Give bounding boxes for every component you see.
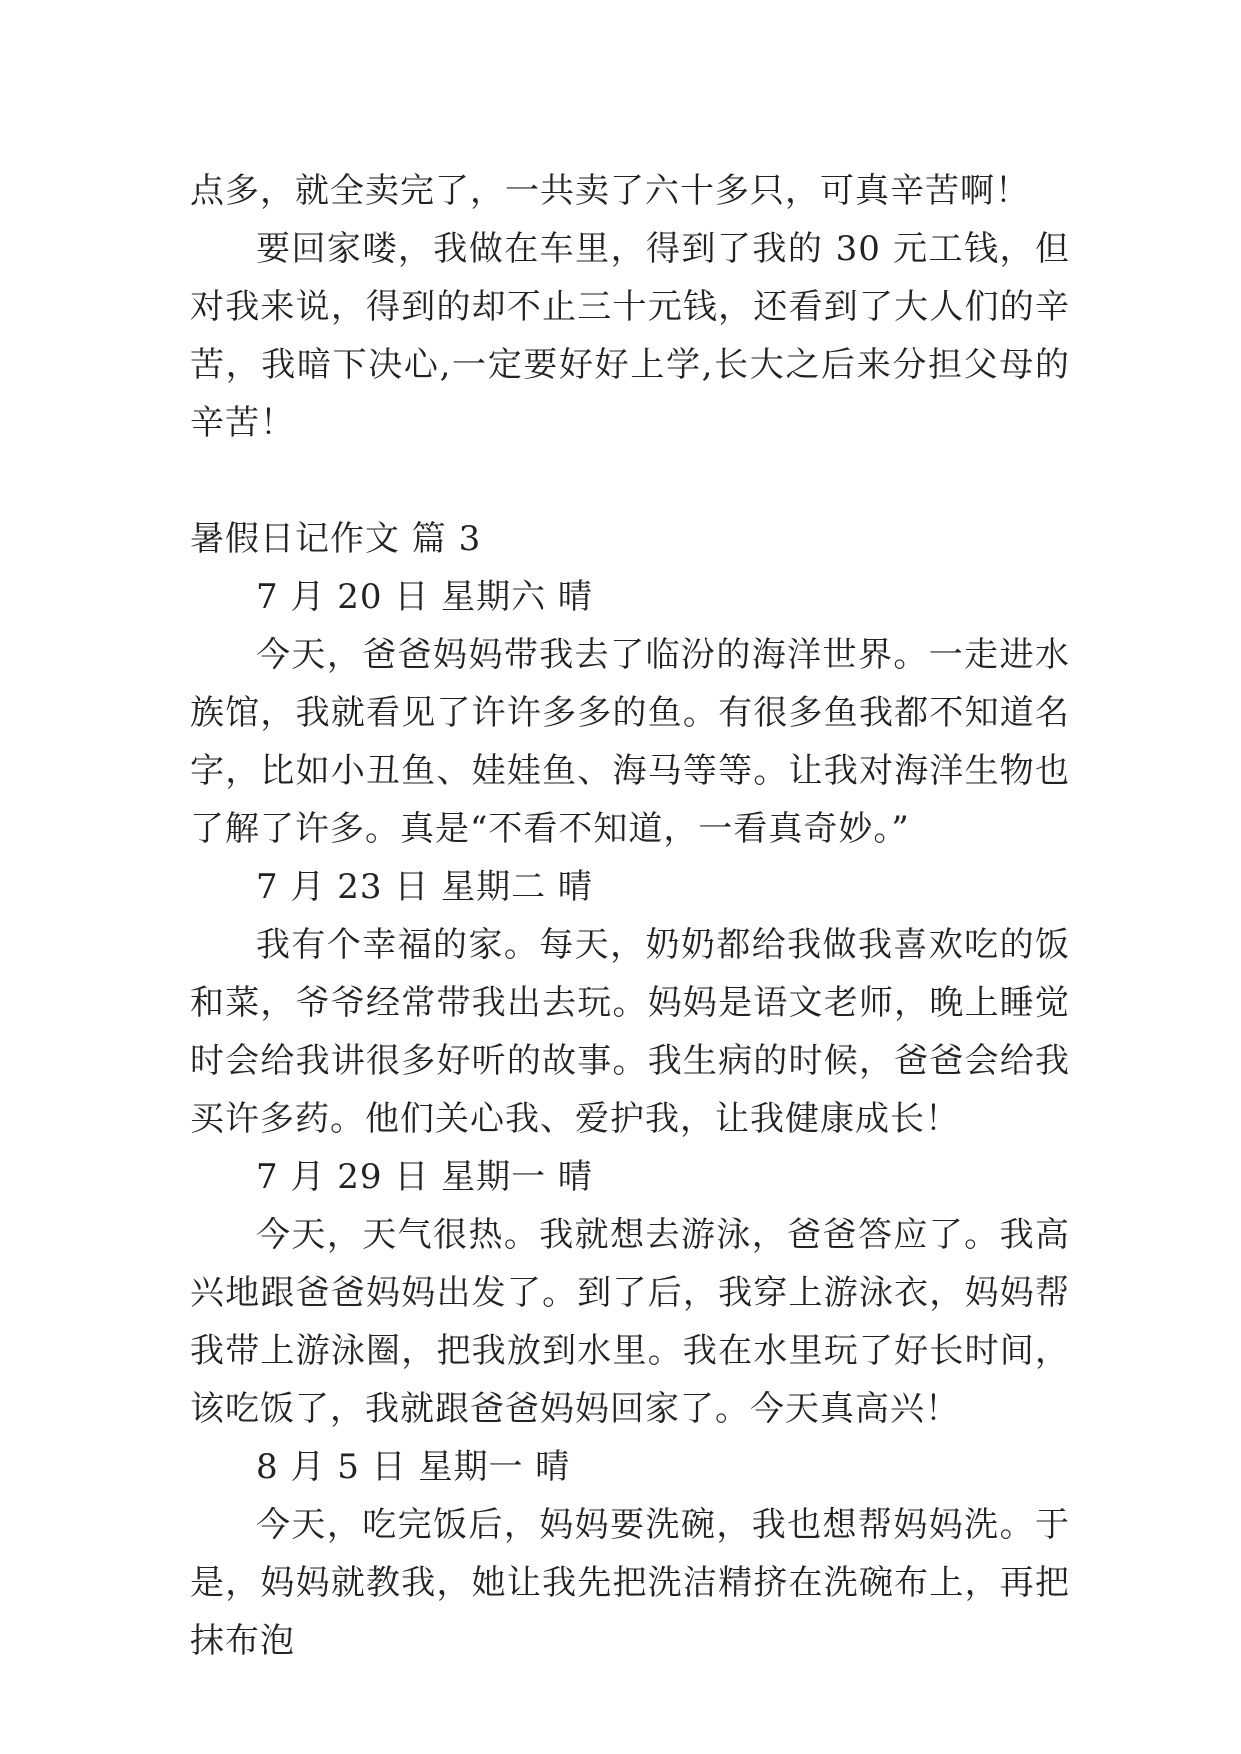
entry-body: 今天，爸爸妈妈带我去了临汾的海洋世界。一走进水族馆，我就看见了许许多多的鱼。有很多鱼我都不知道名字，比如小丑鱼、娃娃鱼、海马等等。让我对海洋生物也了解了许多。真是“不看不知道，一看真奇妙。” — [190, 635, 1070, 849]
entry-date: 8 月 5 日 星期一 晴 — [256, 1447, 571, 1487]
entry-body: 我有个幸福的家。每天，奶奶都给我做我喜欢吃的饭和菜，爷爷经常带我出去玩。妈妈是语文老师，晚上睡觉时会给我讲很多好听的故事。我生病的时候，爸爸会给我买许多药。他们关心我、爱护我，让我健康成长！ — [190, 925, 1070, 1139]
paragraph-continued: 点多，就全卖完了，一共卖了六十多只，可真辛苦啊！ — [190, 171, 1030, 211]
entry-body: 今天，吃完饭后，妈妈要洗碗，我也想帮妈妈洗。于是，妈妈就教我，她让我先把洗洁精挤在洗碗布上，再把抹布泡 — [190, 1505, 1070, 1661]
entry-body: 今天，天气很热。我就想去游泳，爸爸答应了。我高兴地跟爸爸妈妈出发了。到了后，我穿上游泳衣，妈妈帮我带上游泳圈，把我放到水里。我在水里玩了好长时间，该吃饭了，我就跟爸爸妈妈回家了。今天真高兴！ — [190, 1215, 1070, 1429]
paragraph: 要回家喽，我做在车里，得到了我的 30 元工钱，但对我来说，得到的却不止三十元钱，还看到了大人们的辛苦，我暗下决心,一定要好好上学,长大之后来分担父母的辛苦！ — [190, 229, 1070, 443]
document-body — [190, 162, 1070, 1670]
entry-date: 7 月 23 日 星期二 晴 — [256, 867, 593, 907]
entry-date: 7 月 20 日 星期六 晴 — [256, 577, 593, 617]
section-title: 暑假日记作文 篇 3 — [190, 519, 482, 559]
entry-date: 7 月 29 日 星期一 晴 — [256, 1157, 593, 1197]
